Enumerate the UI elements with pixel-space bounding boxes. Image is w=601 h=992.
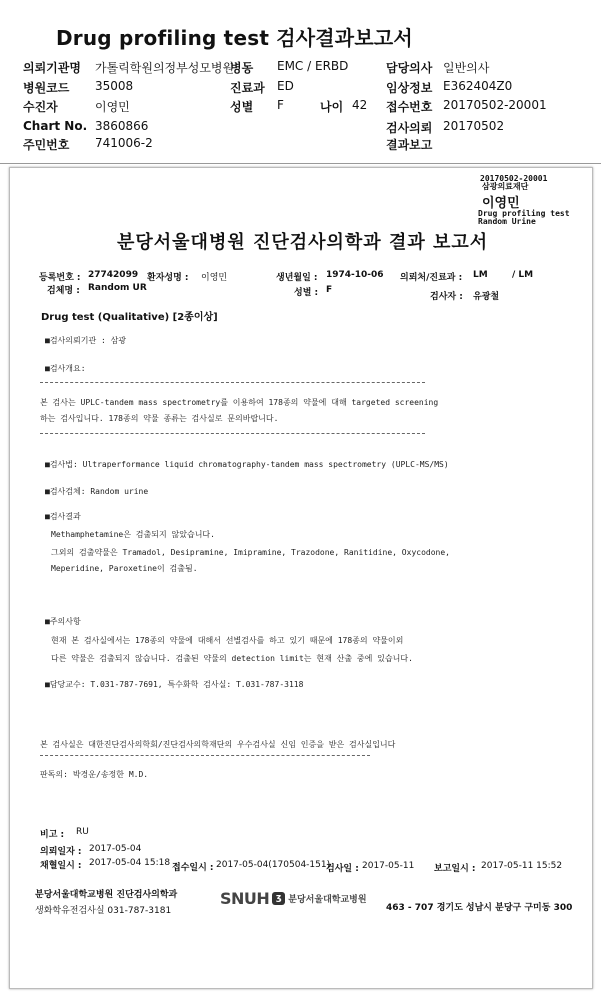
- value-examiner: 유광철: [473, 292, 500, 302]
- result-line-2: 그외의 검출약물은 Tramadol, Desipramine, Imipramine, Trazodone, Ranitidine, Oxycodone,: [51, 548, 450, 557]
- value-age: 42: [352, 98, 368, 112]
- report-title: 분당서울대병원 진단검사의학과 결과 보고서: [117, 232, 489, 253]
- label-age: 나이: [320, 100, 344, 114]
- divider-summary-top: [40, 382, 425, 383]
- divider-summary-bottom: [40, 433, 425, 434]
- stamp-specimen: Random Urine: [478, 217, 536, 226]
- value-sex: F: [277, 98, 284, 112]
- value-hospital-code: 35008: [95, 79, 134, 93]
- label-department: 진료과: [230, 81, 265, 95]
- stamp-lab-name: 삼광의료재단: [482, 182, 529, 191]
- value-doctor: 일반의사: [443, 61, 490, 75]
- snuh-logo-sub: 분당서울대학교병원: [288, 895, 367, 905]
- summary-line-1: 본 검사는 UPLC-tandem mass spectrometry를 이용하여 178종의 약물에 대해 targeted screening: [40, 398, 439, 407]
- value-patient: 이영민: [95, 100, 130, 114]
- label-specimen-name: 검체명 :: [47, 286, 80, 296]
- test-title: Drug test (Qualitative) [2종이상]: [41, 312, 218, 323]
- specimen-line: ■검사검체: Random urine: [45, 487, 149, 496]
- label-request-date-footer: 의뢰일자 :: [40, 847, 82, 857]
- label-dob: 생년월일 :: [276, 273, 318, 283]
- value-test-date: 2017-05-11: [362, 861, 415, 871]
- label-receipt-time: 접수일시 :: [172, 863, 214, 873]
- label-referrer: 의뢰처/진료과 :: [400, 273, 463, 283]
- header-divider: [0, 163, 601, 164]
- notice-line-2: 다른 약물은 검출되지 않습니다. 검출된 약물의 detection limit는 현재 산출 중에 있습니다.: [51, 654, 413, 663]
- label-sex: 성별: [230, 100, 254, 114]
- label-resident-no: 주민번호: [23, 138, 70, 152]
- value-receipt-no: 20170502-20001: [443, 98, 547, 112]
- value-resident-no: 741006-2: [95, 136, 153, 150]
- value-receipt-time: 2017-05-04(170504-151): [216, 860, 331, 870]
- value-ward: EMC / ERBD: [277, 59, 349, 73]
- value-chart-no: 3860866: [95, 119, 149, 133]
- report-header-title: Drug profiling test 검사결과보고서: [56, 26, 413, 50]
- notice-line-1: 현재 본 검사실에서는 178종의 약물에 대해서 선별검사를 하고 있기 때문에 178종의 약물이외: [51, 636, 404, 645]
- value-referrer: LM: [473, 270, 488, 280]
- label-result-report: 결과보고: [386, 138, 433, 152]
- hospital-address: 463 - 707 경기도 성남시 분당구 구미동 300: [386, 903, 573, 913]
- method-line: ■검사법: Ultraperformance liquid chromatography-tandem mass spectrometry (UPLC-MS/MS): [45, 460, 449, 469]
- value-department: ED: [277, 79, 294, 93]
- divider-certification: [40, 755, 370, 756]
- snuh-logo-text: SNUH: [220, 889, 270, 908]
- label-examiner: 검사자 :: [430, 292, 463, 302]
- label-collect-time: 채혈일시 :: [40, 861, 82, 871]
- value-institution: 가톨릭학원의정부성모병원: [95, 61, 235, 75]
- contact-line: ■담당교수: T.031-787-7691, 특수화학 검사실: T.031-787-3118: [45, 680, 304, 689]
- label-ward: 병동: [230, 61, 254, 75]
- dept-phone: 생화학유전검사실 031-787-3181: [35, 906, 172, 916]
- summary-line-2: 하는 검사입니다. 178종의 약물 종류는 검사실로 문의바랍니다.: [40, 414, 279, 423]
- stamp-patient-name: 이영민: [482, 196, 520, 211]
- result-heading: ■검사결과: [45, 512, 81, 521]
- scanned-report-page: [9, 167, 593, 989]
- label-hospital-code: 병원코드: [23, 81, 70, 95]
- value-patient-name: 이영민: [201, 273, 228, 283]
- lab-institution-line: ■검사의뢰기관 : 삼광: [45, 336, 127, 345]
- result-line-1: Methamphetamine은 검출되지 않았습니다.: [51, 530, 215, 539]
- value-referrer-dept: / LM: [512, 270, 534, 280]
- value-report-time: 2017-05-11 15:52: [481, 861, 563, 871]
- notice-heading: ■주의사항: [45, 617, 81, 626]
- label-clinical-info: 임상정보: [386, 81, 433, 95]
- snuh-logo: [220, 889, 367, 908]
- value-report-sex: F: [326, 285, 333, 295]
- stamp-receipt-no: 20170502-20001: [480, 174, 548, 183]
- label-patient-name: 환자성명 :: [147, 273, 189, 283]
- label-chart-no: Chart No.: [23, 119, 88, 133]
- value-collect-time: 2017-05-04 15:18: [89, 858, 171, 868]
- certification-line: 본 검사실은 대한진단검사의학회/진단검사의학재단의 우수검사실 신임 인증을 받은 검사실입니다: [40, 740, 396, 749]
- reader-line: 판독의: 박경운/송정한 M.D.: [40, 770, 149, 779]
- value-request-date: 20170502: [443, 119, 505, 133]
- label-report-time: 보고일시 :: [434, 864, 476, 874]
- label-reg-no: 등록번호 :: [39, 273, 81, 283]
- summary-heading: ■검사개요:: [45, 364, 86, 373]
- label-receipt-no: 접수번호: [386, 100, 433, 114]
- result-line-3: Meperidine, Paroxetine이 검출됨.: [51, 564, 198, 573]
- label-report-sex: 성별 :: [294, 288, 319, 298]
- stamp-test-name: Drug profiling test: [478, 209, 570, 218]
- label-test-date: 검사일 :: [326, 864, 359, 874]
- label-request-date: 검사의뢰: [386, 121, 433, 135]
- value-clinical-info: E362404Z0: [443, 79, 513, 93]
- label-remark: 비고 :: [40, 830, 65, 840]
- snuh-emblem-icon: ʒ: [272, 892, 285, 905]
- value-dob: 1974-10-06: [326, 270, 384, 280]
- value-reg-no: 27742099: [88, 270, 139, 280]
- label-patient: 수진자: [23, 100, 58, 114]
- dept-name: 분당서울대학교병원 진단검사의학과: [35, 890, 178, 900]
- value-request-date-footer: 2017-05-04: [89, 844, 142, 854]
- value-remark: RU: [76, 827, 89, 837]
- value-specimen-name: Random UR: [88, 283, 147, 293]
- label-doctor: 담당의사: [386, 61, 433, 75]
- label-institution: 의뢰기관명: [23, 61, 81, 75]
